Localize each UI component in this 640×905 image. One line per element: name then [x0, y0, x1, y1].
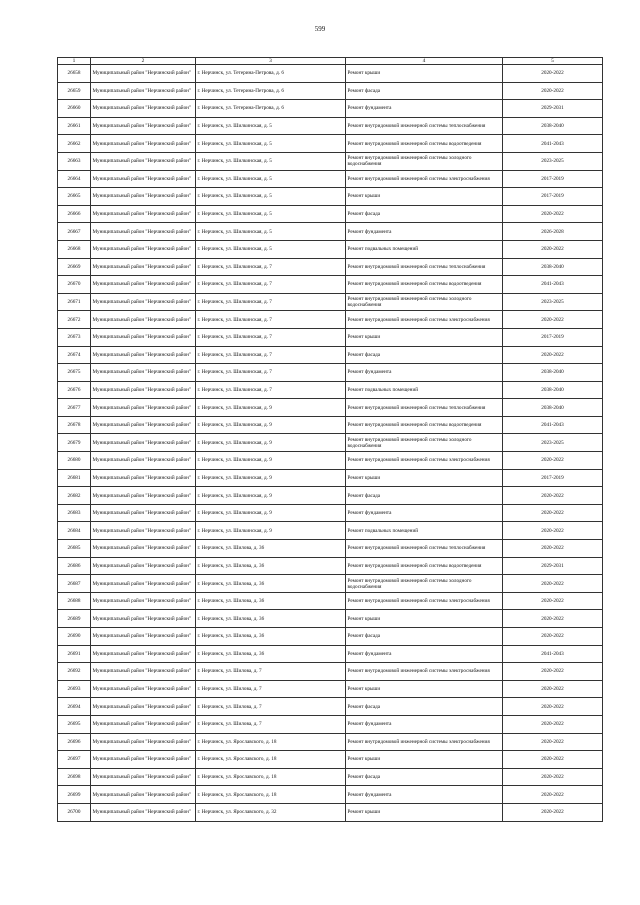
table-row	[58, 205, 603, 223]
column-header-1: 1	[58, 58, 91, 65]
row-number-cell: 26698	[58, 768, 91, 786]
address-cell: г. Нерчинск, ул. Шилкинская, д. 5	[196, 188, 346, 206]
table-row	[58, 188, 603, 206]
municipality-cell: Муниципальный район "Нерчинский район"	[91, 663, 196, 681]
address-cell: г. Нерчинск, ул. Шилкинская, д. 9	[196, 487, 346, 505]
address-cell: г. Нерчинск, ул. Шилова, д. 36	[196, 645, 346, 663]
row-number-cell: 26688	[58, 592, 91, 610]
period-cell: 2020-2022	[503, 240, 603, 258]
municipality-cell: Муниципальный район "Нерчинский район"	[91, 276, 196, 294]
table-row	[58, 65, 603, 83]
period-cell: 2020-2022	[503, 504, 603, 522]
work-type-cell: Ремонт фундамента	[346, 715, 503, 733]
row-number-cell: 26697	[58, 751, 91, 769]
table-row	[58, 715, 603, 733]
table-row	[58, 364, 603, 382]
address-cell: г. Нерчинск, ул. Шилкинская, д. 5	[196, 240, 346, 258]
address-cell: г. Нерчинск, ул. Ярославского, д. 18	[196, 751, 346, 769]
municipality-cell: Муниципальный район "Нерчинский район"	[91, 328, 196, 346]
address-cell: г. Нерчинск, ул. Тетерина-Петрова, д. 6	[196, 82, 346, 100]
address-cell: г. Нерчинск, ул. Шилкинская, д. 5	[196, 117, 346, 135]
work-type-cell: Ремонт подвальных помещений	[346, 381, 503, 399]
address-cell: г. Нерчинск, ул. Шилова, д. 36	[196, 557, 346, 575]
work-type-cell: Ремонт крыши	[346, 469, 503, 487]
work-type-cell: Ремонт фундамента	[346, 223, 503, 241]
address-cell: г. Нерчинск, ул. Шилова, д. 36	[196, 610, 346, 628]
address-cell: г. Нерчинск, ул. Шилова, д. 7	[196, 698, 346, 716]
work-type-cell: Ремонт фасада	[346, 768, 503, 786]
work-type-cell: Ремонт фасада	[346, 82, 503, 100]
period-cell: 2020-2022	[503, 346, 603, 364]
address-cell: г. Нерчинск, ул. Тетерина-Петрова, д. 6	[196, 100, 346, 118]
row-number-cell: 26675	[58, 364, 91, 382]
table-row	[58, 311, 603, 329]
address-cell: г. Нерчинск, ул. Шилкинская, д. 9	[196, 399, 346, 417]
address-cell: г. Нерчинск, ул. Шилкинская, д. 7	[196, 311, 346, 329]
work-type-cell: Ремонт внутридомовой инженерной системы электроснабжения	[346, 592, 503, 610]
work-type-cell: Ремонт внутридомовой инженерной системы холодного водоснабжения	[346, 152, 503, 170]
work-type-cell: Ремонт внутридомовой инженерной системы водоотведения	[346, 416, 503, 434]
table-row	[58, 293, 603, 311]
address-cell: г. Нерчинск, ул. Шилкинская, д. 5	[196, 152, 346, 170]
work-type-cell: Ремонт подвальных помещений	[346, 522, 503, 540]
address-cell: г. Нерчинск, ул. Шилкинская, д. 5	[196, 170, 346, 188]
row-number-cell: 26687	[58, 575, 91, 593]
work-type-cell: Ремонт внутридомовой инженерной системы холодного водоснабжения	[346, 293, 503, 311]
row-number-cell: 26682	[58, 487, 91, 505]
header-row	[58, 58, 603, 65]
period-cell: 2023-2025	[503, 434, 603, 452]
table-row	[58, 346, 603, 364]
period-cell: 2020-2022	[503, 715, 603, 733]
work-type-cell: Ремонт внутридомовой инженерной системы теплоснабжения	[346, 540, 503, 558]
row-number-cell: 26685	[58, 540, 91, 558]
municipality-cell: Муниципальный район "Нерчинский район"	[91, 346, 196, 364]
period-cell: 2020-2022	[503, 610, 603, 628]
row-number-cell: 26699	[58, 786, 91, 804]
address-cell: г. Нерчинск, ул. Шилкинская, д. 7	[196, 381, 346, 399]
table-row	[58, 592, 603, 610]
period-cell: 2038-2040	[503, 381, 603, 399]
table-row	[58, 152, 603, 170]
table-row	[58, 381, 603, 399]
work-type-cell: Ремонт фасада	[346, 698, 503, 716]
row-number-cell: 26666	[58, 205, 91, 223]
period-cell: 2020-2022	[503, 522, 603, 540]
table-row	[58, 645, 603, 663]
municipality-cell: Муниципальный район "Нерчинский район"	[91, 504, 196, 522]
address-cell: г. Нерчинск, ул. Шилкинская, д. 9	[196, 452, 346, 470]
table-row	[58, 751, 603, 769]
work-type-cell: Ремонт внутридомовой инженерной системы электроснабжения	[346, 311, 503, 329]
row-number-cell: 26684	[58, 522, 91, 540]
period-cell: 2020-2022	[503, 751, 603, 769]
municipality-cell: Муниципальный район "Нерчинский район"	[91, 610, 196, 628]
address-cell: г. Нерчинск, ул. Шилкинская, д. 9	[196, 469, 346, 487]
work-type-cell: Ремонт внутридомовой инженерной системы электроснабжения	[346, 733, 503, 751]
row-number-cell: 26690	[58, 628, 91, 646]
municipality-cell: Муниципальный район "Нерчинский район"	[91, 575, 196, 593]
address-cell: г. Нерчинск, ул. Шилкинская, д. 9	[196, 522, 346, 540]
row-number-cell: 26668	[58, 240, 91, 258]
address-cell: г. Нерчинск, ул. Шилова, д. 36	[196, 592, 346, 610]
municipality-cell: Муниципальный район "Нерчинский район"	[91, 205, 196, 223]
table-row	[58, 223, 603, 241]
work-type-cell: Ремонт внутридомовой инженерной системы теплоснабжения	[346, 117, 503, 135]
period-cell: 2020-2022	[503, 592, 603, 610]
row-number-cell: 26661	[58, 117, 91, 135]
address-cell: г. Нерчинск, ул. Шилова, д. 36	[196, 575, 346, 593]
municipality-cell: Муниципальный район "Нерчинский район"	[91, 135, 196, 153]
table-row	[58, 434, 603, 452]
work-type-cell: Ремонт крыши	[346, 803, 503, 821]
municipality-cell: Муниципальный район "Нерчинский район"	[91, 82, 196, 100]
period-cell: 2020-2022	[503, 540, 603, 558]
column-header-3: 3	[196, 58, 346, 65]
table-row	[58, 786, 603, 804]
row-number-cell: 26669	[58, 258, 91, 276]
address-cell: г. Нерчинск, ул. Ярославского, д. 18	[196, 768, 346, 786]
address-cell: г. Нерчинск, ул. Шилкинская, д. 7	[196, 276, 346, 294]
row-number-cell: 26694	[58, 698, 91, 716]
work-type-cell: Ремонт внутридомовой инженерной системы холодного водоснабжения	[346, 434, 503, 452]
table-row	[58, 258, 603, 276]
period-cell: 2020-2022	[503, 487, 603, 505]
municipality-cell: Муниципальный район "Нерчинский район"	[91, 522, 196, 540]
period-cell: 2017-2019	[503, 170, 603, 188]
address-cell: г. Нерчинск, ул. Шилкинская, д. 7	[196, 328, 346, 346]
period-cell: 2020-2022	[503, 575, 603, 593]
municipality-cell: Муниципальный район "Нерчинский район"	[91, 100, 196, 118]
table-row	[58, 557, 603, 575]
address-cell: г. Нерчинск, ул. Шилкинская, д. 7	[196, 364, 346, 382]
row-number-cell: 26696	[58, 733, 91, 751]
address-cell: г. Нерчинск, ул. Шилкинская, д. 7	[196, 346, 346, 364]
work-type-cell: Ремонт фасада	[346, 487, 503, 505]
table-row	[58, 328, 603, 346]
municipality-cell: Муниципальный район "Нерчинский район"	[91, 364, 196, 382]
municipality-cell: Муниципальный район "Нерчинский район"	[91, 434, 196, 452]
row-number-cell: 26681	[58, 469, 91, 487]
municipality-cell: Муниципальный район "Нерчинский район"	[91, 240, 196, 258]
municipality-cell: Муниципальный район "Нерчинский район"	[91, 311, 196, 329]
municipality-cell: Муниципальный район "Нерчинский район"	[91, 487, 196, 505]
work-type-cell: Ремонт внутридомовой инженерной системы водоотведения	[346, 276, 503, 294]
municipality-cell: Муниципальный район "Нерчинский район"	[91, 698, 196, 716]
table-row	[58, 135, 603, 153]
row-number-cell: 26658	[58, 65, 91, 83]
work-type-cell: Ремонт фундамента	[346, 100, 503, 118]
period-cell: 2020-2022	[503, 698, 603, 716]
period-cell: 2020-2022	[503, 82, 603, 100]
municipality-cell: Муниципальный район "Нерчинский район"	[91, 715, 196, 733]
address-cell: г. Нерчинск, ул. Шилкинская, д. 9	[196, 504, 346, 522]
page-number: 599	[314, 25, 326, 33]
work-type-cell: Ремонт фундамента	[346, 786, 503, 804]
period-cell: 2041-2043	[503, 276, 603, 294]
table-row	[58, 100, 603, 118]
work-type-cell: Ремонт внутридомовой инженерной системы водоотведения	[346, 135, 503, 153]
work-type-cell: Ремонт фасада	[346, 628, 503, 646]
address-cell: г. Нерчинск, ул. Шилкинская, д. 7	[196, 293, 346, 311]
municipality-cell: Муниципальный район "Нерчинский район"	[91, 117, 196, 135]
row-number-cell: 26689	[58, 610, 91, 628]
table-header	[58, 58, 603, 65]
table-row	[58, 663, 603, 681]
work-type-cell: Ремонт внутридомовой инженерной системы электроснабжения	[346, 170, 503, 188]
period-cell: 2041-2043	[503, 645, 603, 663]
work-type-cell: Ремонт фундамента	[346, 364, 503, 382]
work-type-cell: Ремонт внутридомовой инженерной системы теплоснабжения	[346, 258, 503, 276]
table-row	[58, 504, 603, 522]
address-cell: г. Нерчинск, ул. Ярославского, д. 18	[196, 733, 346, 751]
municipality-cell: Муниципальный район "Нерчинский район"	[91, 469, 196, 487]
address-cell: г. Нерчинск, ул. Шилкинская, д. 5	[196, 135, 346, 153]
municipality-cell: Муниципальный район "Нерчинский район"	[91, 258, 196, 276]
work-type-cell: Ремонт внутридомовой инженерной системы электроснабжения	[346, 663, 503, 681]
address-cell: г. Нерчинск, ул. Шилова, д. 36	[196, 628, 346, 646]
address-cell: г. Нерчинск, ул. Шилова, д. 7	[196, 663, 346, 681]
row-number-cell: 26665	[58, 188, 91, 206]
work-type-cell: Ремонт фасада	[346, 346, 503, 364]
table-row	[58, 610, 603, 628]
period-cell: 2023-2025	[503, 152, 603, 170]
period-cell: 2020-2022	[503, 733, 603, 751]
capital-repair-table	[57, 57, 603, 822]
table-row	[58, 82, 603, 100]
period-cell: 2017-2019	[503, 188, 603, 206]
period-cell: 2038-2040	[503, 258, 603, 276]
period-cell: 2020-2022	[503, 663, 603, 681]
municipality-cell: Муниципальный район "Нерчинский район"	[91, 733, 196, 751]
table-row	[58, 469, 603, 487]
work-type-cell: Ремонт крыши	[346, 680, 503, 698]
municipality-cell: Муниципальный район "Нерчинский район"	[91, 786, 196, 804]
work-type-cell: Ремонт фундамента	[346, 504, 503, 522]
municipality-cell: Муниципальный район "Нерчинский район"	[91, 452, 196, 470]
work-type-cell: Ремонт подвальных помещений	[346, 240, 503, 258]
row-number-cell: 26667	[58, 223, 91, 241]
period-cell: 2020-2022	[503, 452, 603, 470]
period-cell: 2038-2040	[503, 399, 603, 417]
table-row	[58, 117, 603, 135]
period-cell: 2029-2031	[503, 100, 603, 118]
period-cell: 2029-2031	[503, 557, 603, 575]
row-number-cell: 26672	[58, 311, 91, 329]
row-number-cell: 26678	[58, 416, 91, 434]
column-header-5: 5	[503, 58, 603, 65]
table-body	[58, 65, 603, 822]
address-cell: г. Нерчинск, ул. Шилкинская, д. 9	[196, 416, 346, 434]
address-cell: г. Нерчинск, ул. Шилкинская, д. 9	[196, 434, 346, 452]
table-row	[58, 768, 603, 786]
period-cell: 2020-2022	[503, 205, 603, 223]
row-number-cell: 26679	[58, 434, 91, 452]
period-cell: 2020-2022	[503, 680, 603, 698]
municipality-cell: Муниципальный район "Нерчинский район"	[91, 293, 196, 311]
table-row	[58, 240, 603, 258]
address-cell: г. Нерчинск, ул. Шилкинская, д. 7	[196, 258, 346, 276]
municipality-cell: Муниципальный район "Нерчинский район"	[91, 751, 196, 769]
row-number-cell: 26695	[58, 715, 91, 733]
table-row	[58, 170, 603, 188]
municipality-cell: Муниципальный район "Нерчинский район"	[91, 680, 196, 698]
period-cell: 2020-2022	[503, 65, 603, 83]
row-number-cell: 26670	[58, 276, 91, 294]
table-row	[58, 698, 603, 716]
period-cell: 2020-2022	[503, 803, 603, 821]
table-row	[58, 733, 603, 751]
table-row	[58, 399, 603, 417]
municipality-cell: Муниципальный район "Нерчинский район"	[91, 399, 196, 417]
row-number-cell: 26660	[58, 100, 91, 118]
row-number-cell: 26663	[58, 152, 91, 170]
work-type-cell: Ремонт фасада	[346, 205, 503, 223]
table-row	[58, 540, 603, 558]
row-number-cell: 26691	[58, 645, 91, 663]
table-row	[58, 680, 603, 698]
work-type-cell: Ремонт крыши	[346, 188, 503, 206]
row-number-cell: 26693	[58, 680, 91, 698]
period-cell: 2020-2022	[503, 786, 603, 804]
municipality-cell: Муниципальный район "Нерчинский район"	[91, 557, 196, 575]
work-type-cell: Ремонт крыши	[346, 65, 503, 83]
work-type-cell: Ремонт крыши	[346, 751, 503, 769]
row-number-cell: 26680	[58, 452, 91, 470]
row-number-cell: 26683	[58, 504, 91, 522]
address-cell: г. Нерчинск, ул. Шилкинская, д. 5	[196, 223, 346, 241]
row-number-cell: 26686	[58, 557, 91, 575]
period-cell: 2038-2040	[503, 364, 603, 382]
table-row	[58, 803, 603, 821]
work-type-cell: Ремонт крыши	[346, 328, 503, 346]
period-cell: 2020-2022	[503, 628, 603, 646]
work-type-cell: Ремонт внутридомовой инженерной системы электроснабжения	[346, 452, 503, 470]
address-cell: г. Нерчинск, ул. Шилова, д. 7	[196, 715, 346, 733]
municipality-cell: Муниципальный район "Нерчинский район"	[91, 628, 196, 646]
address-cell: г. Нерчинск, ул. Шилова, д. 7	[196, 680, 346, 698]
row-number-cell: 26671	[58, 293, 91, 311]
work-type-cell: Ремонт крыши	[346, 610, 503, 628]
period-cell: 2026-2028	[503, 223, 603, 241]
row-number-cell: 26673	[58, 328, 91, 346]
municipality-cell: Муниципальный район "Нерчинский район"	[91, 223, 196, 241]
municipality-cell: Муниципальный район "Нерчинский район"	[91, 592, 196, 610]
period-cell: 2041-2043	[503, 135, 603, 153]
table-row	[58, 416, 603, 434]
row-number-cell: 26692	[58, 663, 91, 681]
municipality-cell: Муниципальный район "Нерчинский район"	[91, 65, 196, 83]
row-number-cell: 26664	[58, 170, 91, 188]
municipality-cell: Муниципальный район "Нерчинский район"	[91, 188, 196, 206]
period-cell: 2041-2043	[503, 416, 603, 434]
period-cell: 2023-2025	[503, 293, 603, 311]
municipality-cell: Муниципальный район "Нерчинский район"	[91, 645, 196, 663]
column-header-4: 4	[346, 58, 503, 65]
column-header-2: 2	[91, 58, 196, 65]
table-row	[58, 276, 603, 294]
row-number-cell: 26677	[58, 399, 91, 417]
municipality-cell: Муниципальный район "Нерчинский район"	[91, 152, 196, 170]
municipality-cell: Муниципальный район "Нерчинский район"	[91, 540, 196, 558]
period-cell: 2017-2019	[503, 328, 603, 346]
municipality-cell: Муниципальный район "Нерчинский район"	[91, 803, 196, 821]
municipality-cell: Муниципальный район "Нерчинский район"	[91, 416, 196, 434]
table-row	[58, 522, 603, 540]
municipality-cell: Муниципальный район "Нерчинский район"	[91, 768, 196, 786]
period-cell: 2020-2022	[503, 768, 603, 786]
row-number-cell: 26659	[58, 82, 91, 100]
row-number-cell: 26676	[58, 381, 91, 399]
row-number-cell: 26674	[58, 346, 91, 364]
table-row	[58, 628, 603, 646]
work-type-cell: Ремонт фундамента	[346, 645, 503, 663]
row-number-cell: 26662	[58, 135, 91, 153]
work-type-cell: Ремонт внутридомовой инженерной системы водоотведения	[346, 557, 503, 575]
address-cell: г. Нерчинск, ул. Шилкинская, д. 5	[196, 205, 346, 223]
row-number-cell: 26700	[58, 803, 91, 821]
address-cell: г. Нерчинск, ул. Ярославского, д. 32	[196, 803, 346, 821]
address-cell: г. Нерчинск, ул. Шилова, д. 36	[196, 540, 346, 558]
work-type-cell: Ремонт внутридомовой инженерной системы теплоснабжения	[346, 399, 503, 417]
municipality-cell: Муниципальный район "Нерчинский район"	[91, 381, 196, 399]
period-cell: 2038-2040	[503, 117, 603, 135]
table-row	[58, 575, 603, 593]
work-type-cell: Ремонт внутридомовой инженерной системы холодного водоснабжения	[346, 575, 503, 593]
table-row	[58, 452, 603, 470]
municipality-cell: Муниципальный район "Нерчинский район"	[91, 170, 196, 188]
table-row	[58, 487, 603, 505]
address-cell: г. Нерчинск, ул. Ярославского, д. 18	[196, 786, 346, 804]
period-cell: 2020-2022	[503, 311, 603, 329]
period-cell: 2017-2019	[503, 469, 603, 487]
address-cell: г. Нерчинск, ул. Тетерина-Петрова, д. 6	[196, 65, 346, 83]
